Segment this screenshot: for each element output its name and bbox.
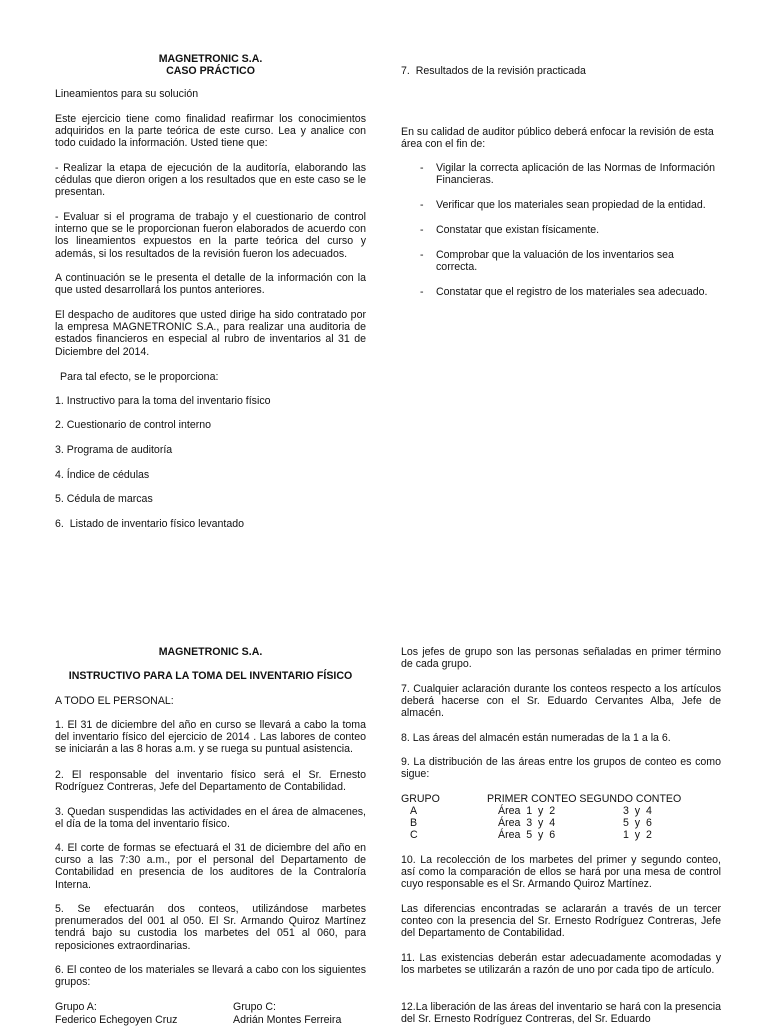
table-row xyxy=(401,817,721,829)
table-cell: 3 y 4 xyxy=(623,805,652,817)
list-item: 5. Cédula de marcas xyxy=(55,493,153,505)
group-c-label: Grupo C: xyxy=(233,1001,276,1013)
table-header-row xyxy=(401,793,721,805)
page1-item7: 7. Resultados de la revisión practicada xyxy=(401,65,586,77)
paragraph-text: 11. Las existencias deberán estar adecuadamente acomodadas y los marbetes se utilizarán a razón de uno por cada tipo de artículo. xyxy=(401,952,721,977)
list-item: 1. Instructivo para la toma del inventario físico xyxy=(55,395,271,407)
page1-left-column xyxy=(55,53,366,77)
paragraph-text: 6. El conteo de los materiales se llevará a cabo con los siguientes grupos: xyxy=(55,964,366,989)
paragraph-text: 7. Cualquier aclaración durante los conteos respecto a los artículos deberá hacerse con el Sr. Eduardo Cervantes Alba, Jefe de almacén. xyxy=(401,683,721,720)
page2-right-paragraph-10 xyxy=(401,854,721,891)
page2-paragraph-6 xyxy=(55,964,366,988)
page2-paragraph-5 xyxy=(55,903,366,952)
dash-icon: - xyxy=(420,249,424,261)
page1-right-intro xyxy=(401,126,721,150)
group-a-label: Grupo A: xyxy=(55,1001,97,1013)
paragraph-text: 2. El responsable del inventario físico será el Sr. Ernesto Rodríguez Contreras, Jefe del Departamento de Contabilidad. xyxy=(55,769,366,794)
page2-right-paragraph-11 xyxy=(401,952,721,976)
intro-heading-text: Lineamientos para su solución xyxy=(55,88,199,100)
page2-right-paragraph-8 xyxy=(401,732,721,744)
dash-icon: - xyxy=(420,162,424,174)
page2-subtitle: INSTRUCTIVO PARA LA TOMA DEL INVENTARIO FÍSICO xyxy=(68,670,353,682)
page1-paragraph-4 xyxy=(55,272,366,296)
page2-paragraph-3 xyxy=(55,806,366,830)
paragraph-text: 4. El corte de formas se efectuará el 31 de diciembre del año en curso a las 7:30 a.m., por el personal del Departamento de Contabilidad en presencia de los auditores de la Contraloría Interna. xyxy=(55,842,366,891)
paragraph-text: - Realizar la etapa de ejecución de la auditoría, elaborando las cédulas que dieron origen a los resultados que en este caso se le presentan. xyxy=(55,162,366,199)
page2-right-paragraph-12 xyxy=(401,1001,721,1025)
bullet-text: Comprobar que la valuación de los inventarios sea correcta. xyxy=(436,249,674,274)
page1-paragraph-5 xyxy=(55,309,366,358)
table-cell: Área 1 y 2 xyxy=(498,805,556,817)
dash-icon: - xyxy=(420,199,424,211)
bullet-text: Constatar que el registro de los materiales sea adecuado. xyxy=(436,286,708,298)
table-cell: B xyxy=(410,817,418,829)
paragraph-text: Este ejercicio tiene como finalidad reafirmar los conocimientos adquiridos en la parte teórica de este curso. Lea y analice con todo cuidado la información. Usted tiene que: xyxy=(55,113,366,150)
group-c-member: Adrián Montes Ferreira xyxy=(233,1014,342,1026)
paragraph-text: 10. La recolección de los marbetes del primer y segundo conteo, así como la comparación de ellos se hará por una mesa de control cuyo responsable es el Sr. Armando Quiroz Martínez. xyxy=(401,854,721,891)
table-cell: 1 y 2 xyxy=(623,829,652,841)
page1-intro-heading xyxy=(55,88,366,100)
table-header: GRUPO xyxy=(401,793,440,805)
table-row xyxy=(401,829,721,841)
paragraph-text: 5. Se efectuarán dos conteos, utilizándose marbetes prenumerados del 001 al 050. El Sr. Armando Quiroz Martínez tendrá bajo su custodia los marbetes del 051 al 060, para reposiciones extraordinarias. xyxy=(55,903,366,952)
paragraph-text: Para tal efecto, se le proporciona: xyxy=(60,371,219,383)
paragraph-text: 1. El 31 de diciembre del año en curso se llevará a cabo la toma del inventario físico del ejercicio de 2014 . Las labores de conteo se iniciarán a las 8 horas a.m. y se ruega su puntual asistencia. xyxy=(55,719,366,756)
page2-salutation xyxy=(55,695,366,707)
paragraph-text: 12.La liberación de las áreas del inventario se hará con la presencia del Sr. Ernesto Rodríguez Contreras, del Sr. Eduardo xyxy=(401,1001,721,1026)
page1-paragraph-3 xyxy=(55,211,366,260)
table-cell: 5 y 6 xyxy=(623,817,652,829)
bullet-text: Constatar que existan físicamente. xyxy=(436,224,600,236)
paragraph-text: Las diferencias encontradas se aclararán a través de un tercer conteo con la presencia del Sr. Ernesto Rodríguez Contreras, Jefe del Departamento de Contabilidad. xyxy=(401,903,721,940)
paragraph-text: 3. Quedan suspendidas las actividades en el área de almacenes, el día de la toma del inventario físico. xyxy=(55,806,366,831)
bullet-text: Vigilar la correcta aplicación de las Normas de Información Financieras. xyxy=(436,162,715,187)
table-header: PRIMER CONTEO SEGUNDO CONTEO xyxy=(487,793,682,805)
dash-icon: - xyxy=(420,224,424,236)
list-item: 3. Programa de auditoría xyxy=(55,444,173,456)
table-cell: Área 5 y 6 xyxy=(498,829,556,841)
table-cell: Área 3 y 4 xyxy=(498,817,556,829)
paragraph-text: - Evaluar si el programa de trabajo y el cuestionario de control interno que se le proporcionan fueron elaborados de acuerdo con los lineamientos expuestos en la parte teórica del curso y además, si los resultados de la revisión fueron los adecuados. xyxy=(55,211,366,260)
list-item: 2. Cuestionario de control interno xyxy=(55,419,212,431)
paragraph-text: En su calidad de auditor público deberá enfocar la revisión de esta área con el fin de: xyxy=(401,126,714,151)
page2-subtitle-block xyxy=(55,670,366,682)
page2-right-paragraph-9 xyxy=(401,756,721,780)
page2-title-block xyxy=(55,646,366,658)
list-item: 6. Listado de inventario físico levantado xyxy=(55,518,245,530)
page1-paragraph-2 xyxy=(55,162,366,199)
page2-right-paragraph-10b xyxy=(401,903,721,940)
bullet-text: Verificar que los materiales sean propiedad de la entidad. xyxy=(436,199,706,211)
page1-subtitle: CASO PRÁCTICO xyxy=(166,65,255,78)
list-item: 4. Índice de cédulas xyxy=(55,469,150,481)
page2-paragraph-2 xyxy=(55,769,366,793)
page2-right-paragraph-7 xyxy=(401,683,721,720)
table-cell: A xyxy=(410,805,418,817)
paragraph-text: El despacho de auditores que usted dirige ha sido contratado por la empresa MAGNETRONIC S.A., para realizar una auditoria de estados financieros en especial al rubro de inventarios al 31 de Diciembre del 2014. xyxy=(55,309,366,358)
salutation-text: A TODO EL PERSONAL: xyxy=(55,695,174,707)
table-row xyxy=(401,805,721,817)
paragraph-text: Los jefes de grupo son las personas señaladas en primer término de cada grupo. xyxy=(401,646,721,671)
page2-title: MAGNETRONIC S.A. xyxy=(158,646,263,658)
page2-paragraph-1 xyxy=(55,719,366,756)
page2-right-paragraph-0 xyxy=(401,646,721,670)
group-a-member: Federico Echegoyen Cruz xyxy=(55,1014,178,1026)
paragraph-text: 8. Las áreas del almacén están numeradas de la 1 a la 6. xyxy=(401,732,671,744)
dash-icon: - xyxy=(420,286,424,298)
table-cell: C xyxy=(410,829,418,841)
page2-paragraph-4 xyxy=(55,842,366,891)
paragraph-text: A continuación se le presenta el detalle de la información con la que usted desarrollará los puntos anteriores. xyxy=(55,272,366,297)
page1-paragraph-6 xyxy=(60,371,366,383)
page1-paragraph-1 xyxy=(55,113,366,150)
page1-title: MAGNETRONIC S.A. xyxy=(158,53,263,65)
paragraph-text: 9. La distribución de las áreas entre los grupos de conteo es como sigue: xyxy=(401,756,721,781)
